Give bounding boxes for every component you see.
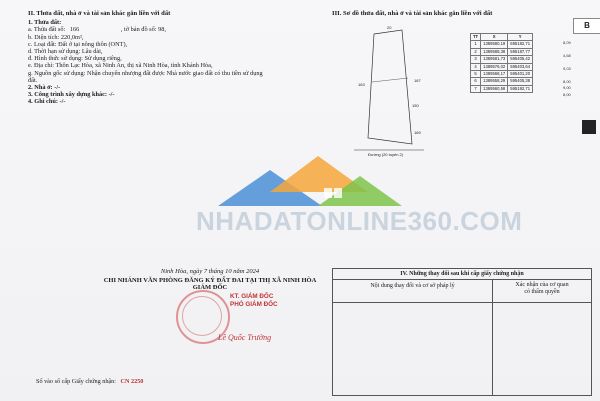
changes-box: [332, 268, 592, 396]
distance-label: 4,68: [563, 53, 571, 58]
road-label: Đường (20 tuyến 2): [368, 152, 404, 157]
deputy-stamp: [230, 293, 278, 309]
origin-line: g. Nguồn gốc sử dụng: Nhận chuyển nhượng đất được Nhà nước giao đất có thu tiền sử dụng: [28, 69, 263, 77]
distance-label: 8,00: [563, 92, 571, 97]
changes-header: [333, 280, 591, 303]
changes-body: [333, 303, 591, 395]
table-cell: 595405,42: [508, 56, 533, 63]
table-cell: 1: [471, 41, 481, 48]
watermark-text: NHADATONLINE360.COM: [196, 206, 523, 236]
qr-code: [582, 120, 596, 134]
dim-left: 163: [358, 82, 365, 87]
table-row: [471, 63, 533, 70]
table-cell: 2: [471, 48, 481, 55]
origin-line-2: đất.: [28, 76, 38, 84]
map-sheet: , tờ bản đồ số: 98,: [120, 26, 166, 34]
changes-col2: [493, 280, 591, 302]
construction-line: 3. Công trình xây dựng khác: -/-: [28, 91, 115, 99]
serial-line: [36, 378, 143, 385]
corner-mark: B: [573, 18, 600, 34]
land-type-line: c. Loại đất: Đất ở tại nông thôn (ONT),: [28, 40, 128, 48]
address-line: e. Địa chỉ: Thôn Lạc Hòa, xã Ninh An, thị xã Ninh Hòa, tỉnh Khánh Hòa,: [28, 62, 213, 70]
parcel-divider: [372, 78, 408, 82]
signature-block: [90, 268, 330, 291]
area-line: b. Diện tích: 220,0m²,: [28, 33, 84, 41]
table-cell: 1389588,38: [481, 48, 508, 55]
distance-label: 9,00: [563, 85, 571, 90]
section2-heading: II. Thửa đất, nhà ở và tài sản khác gắn liền với đất: [28, 10, 171, 17]
table-row: [471, 71, 533, 78]
section4-heading: IV. Những thay đổi sau khi cấp giấy chứng nhận: [333, 269, 591, 280]
changes-col2-line2: có thẩm quyền: [524, 289, 560, 295]
table-cell: 1389568,17: [481, 71, 508, 78]
dim-bottom: 169: [414, 130, 421, 135]
parcel-diagram: [332, 22, 472, 172]
table-cell: 1389580,19: [481, 41, 508, 48]
deputy-line: PHÓ GIÁM ĐỐC: [230, 301, 278, 308]
distance-label: 9,03: [563, 66, 571, 71]
serial-value: CN 2250: [120, 378, 144, 385]
table-row: [471, 85, 533, 92]
red-seal-inner: [182, 296, 222, 336]
section3-heading: III. Sơ đồ thửa đất, nhà ở và tài sản khác gắn liền với đất: [332, 10, 493, 17]
signer-name: Lê Quốc Trường: [218, 333, 272, 342]
table-cell: 4: [471, 63, 481, 70]
land-parcel-section: [28, 10, 328, 106]
dim-top: 20: [387, 25, 392, 30]
changes-col2-line1: Xác nhận của cơ quan: [515, 282, 569, 288]
notes-line: 4. Ghi chú: -/-: [28, 98, 66, 106]
director-title: GIÁM ĐỐC: [192, 284, 228, 291]
table-cell: 3: [471, 56, 481, 63]
table-cell: 595182,71: [508, 41, 533, 48]
usage-form-line: đ. Hình thức sử dụng: Sử dụng riêng,: [28, 55, 122, 63]
table-cell: 595187,77: [508, 48, 533, 55]
house-line: 2. Nhà ở: -/-: [28, 84, 61, 92]
table-cell: 595405,38: [508, 78, 533, 85]
diagram-section: [332, 10, 594, 17]
duration-line: d. Thời hạn sử dụng: Lâu dài,: [28, 48, 103, 56]
land-heading: 1. Thửa đất:: [28, 19, 62, 27]
table-row: [471, 48, 533, 55]
parcel-number-line: [28, 26, 328, 33]
dim-right: 167: [414, 78, 421, 83]
table-cell: 1389576,02: [481, 63, 508, 70]
table-cell: 595403,64: [508, 63, 533, 70]
changes-col1: Nội dung thay đổi và cơ sở pháp lý: [333, 280, 493, 302]
table-cell: 1389581,73: [481, 56, 508, 63]
parcel-number-label: a. Thửa đất số:: [28, 26, 66, 34]
parcel-outline: [368, 30, 412, 144]
distance-label: 8,09: [563, 40, 571, 45]
table-cell: 7: [471, 85, 481, 92]
table-cell: 595401,20: [508, 71, 533, 78]
serial-label: Số vào sổ cấp Giấy chứng nhận:: [36, 378, 116, 385]
distance-label: 8,00: [563, 79, 571, 84]
table-row: [471, 78, 533, 85]
dim-mid: 150: [412, 103, 419, 108]
parcel-number: 166: [69, 26, 80, 34]
kt-line: KT. GIÁM ĐỐC: [230, 293, 274, 300]
table-cell: 1389560,58: [481, 85, 508, 92]
table-header-cell: TT: [471, 34, 481, 41]
table-cell: 6: [471, 78, 481, 85]
changes-body-col1: [333, 303, 493, 395]
sign-date: Ninh Hòa, ngày 7 tháng 10 năm 2024: [160, 268, 260, 275]
table-row: [471, 41, 533, 48]
table-cell: 5: [471, 71, 481, 78]
table-header-cell: X: [481, 34, 508, 41]
table-row: [471, 56, 533, 63]
table-header-row: [471, 34, 533, 41]
table-cell: 1389558,29: [481, 78, 508, 85]
house-logo-icon: [200, 152, 410, 214]
coordinate-table: [470, 33, 533, 93]
issuing-office: CHI NHÁNH VĂN PHÒNG ĐĂNG KÝ ĐẤT ĐAI TẠI THỊ XÃ NINH HÒA: [103, 277, 317, 284]
table-cell: 595192,71: [508, 85, 533, 92]
table-header-cell: Y: [508, 34, 533, 41]
